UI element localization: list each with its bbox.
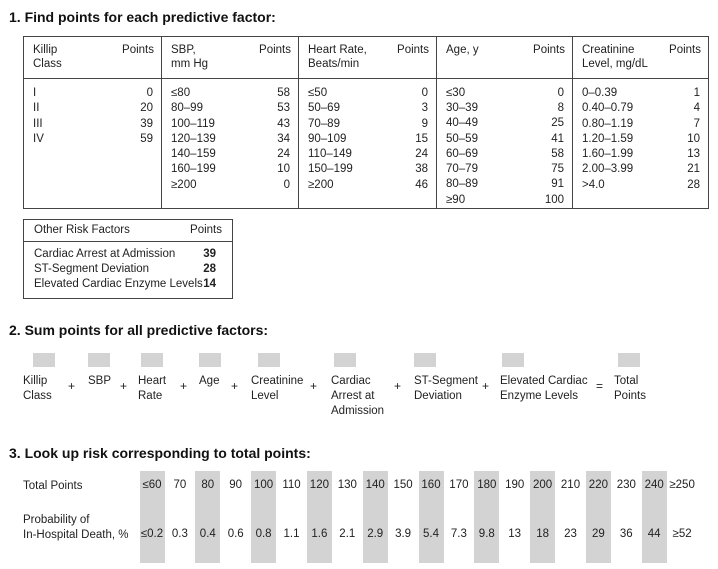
points-value: 28 [687, 178, 700, 191]
points-value: 0 [146, 87, 153, 99]
points-value: 46 [415, 178, 428, 191]
table-row [171, 178, 290, 193]
table-row [446, 132, 564, 147]
probability-cell: 2.9 [367, 528, 384, 540]
probability-cell: 5.4 [423, 528, 439, 540]
table-row [582, 132, 700, 147]
range-value: 80–99 [171, 102, 203, 115]
range-value: ≥200 [171, 178, 197, 191]
probability-cell: 0.4 [199, 528, 216, 540]
range-value: 2.00–3.99 [582, 163, 634, 176]
plus-sign: + [180, 379, 188, 393]
risk-factor-name: Elevated Cardiac Enzyme Levels [34, 278, 203, 290]
total-points-cell: ≥250 [669, 479, 695, 491]
range-value: 150–199 [308, 163, 353, 176]
total-points-cell: 170 [449, 479, 469, 491]
table-row [33, 132, 153, 147]
sbp-table [162, 37, 299, 208]
probability-cell: 7.3 [450, 528, 467, 540]
table-row [308, 86, 428, 101]
points-value: 25 [551, 117, 564, 130]
range-value: 110–149 [308, 148, 352, 161]
plus-sign: + [120, 379, 128, 393]
range-value: 50–69 [308, 102, 340, 115]
blank-entry-box [618, 353, 640, 367]
table-row [171, 147, 290, 162]
probability-row-label: Probability of In-Hospital Death, % [23, 514, 129, 541]
table-row [582, 101, 700, 116]
total-points-cell: 240 [644, 479, 664, 491]
table-row [33, 86, 153, 101]
table-body [437, 79, 572, 208]
points-value: 15 [415, 132, 428, 145]
table-row [446, 177, 564, 192]
points-value: 39 [203, 248, 216, 260]
sum-item-label: ST-Segment Deviation [414, 375, 478, 402]
points-value: 43 [277, 117, 290, 130]
other-risk-factors-table [23, 219, 233, 299]
total-points-cell: 190 [505, 479, 525, 491]
other-risk-factors-label: Other Risk Factors [34, 224, 130, 236]
table-row [34, 247, 216, 262]
table-row [171, 132, 290, 147]
table-row [34, 262, 216, 277]
points-value: 21 [687, 163, 700, 176]
range-value: 1.20–1.59 [582, 132, 634, 145]
table-row [34, 277, 216, 292]
table-row [446, 86, 564, 101]
points-value: 75 [551, 163, 564, 176]
points-value: 91 [551, 178, 564, 191]
points-value: 41 [551, 132, 564, 145]
total-points-cell: 140 [365, 479, 385, 491]
points-value: 9 [421, 117, 428, 130]
predictive-factor-tables [23, 36, 709, 209]
probability-cell: 18 [536, 528, 549, 540]
probability-cell: 0.3 [171, 528, 188, 540]
total-points-cell: 90 [229, 479, 243, 491]
blank-entry-box [334, 353, 356, 367]
total-points-cell: 110 [282, 479, 301, 491]
total-points-cell: 130 [337, 479, 357, 491]
points-value: 38 [415, 163, 428, 176]
step1-heading: 1. Find points for each predictive factor: [9, 9, 276, 25]
probability-cell: 36 [619, 528, 633, 540]
total-points-row-label: Total Points [23, 480, 83, 492]
table-row [308, 147, 428, 162]
points-value: 24 [277, 148, 290, 161]
blank-entry-box [33, 353, 55, 367]
table-row [171, 162, 290, 177]
table-row [582, 86, 700, 101]
points-value: 20 [140, 102, 153, 115]
blank-entry-box [141, 353, 163, 367]
points-value: 58 [277, 87, 290, 99]
range-value: II [33, 102, 40, 115]
total-points-cell: 150 [393, 479, 413, 491]
killip-class-table [24, 37, 162, 208]
range-value: ≥200 [308, 178, 334, 191]
table-body [24, 79, 161, 147]
range-value: 140–159 [171, 148, 216, 161]
table-row [308, 101, 428, 116]
points-value: 8 [557, 101, 564, 114]
sum-item-label: Creatinine Level [251, 375, 304, 402]
table-body [573, 79, 708, 193]
sum-item-label: Age [199, 375, 220, 387]
plus-sign: + [394, 379, 402, 393]
table-row [308, 117, 428, 132]
total-points-cell: 200 [533, 479, 553, 491]
range-value: 40–49 [446, 117, 478, 130]
probability-cell: 2.1 [339, 528, 356, 540]
probability-cell: 0.6 [227, 528, 244, 540]
table-row [33, 117, 153, 132]
range-value: 100–119 [171, 117, 215, 130]
points-value: 0 [283, 178, 290, 191]
range-value: 160–199 [171, 163, 216, 176]
probability-cell: 13 [508, 528, 522, 540]
total-points-cell: 120 [309, 479, 329, 491]
probability-cell: 9.8 [478, 528, 495, 540]
points-value: 34 [277, 132, 290, 145]
factor-label: Age, y [446, 44, 479, 56]
range-value: 120–139 [171, 132, 216, 145]
blank-entry-box [502, 353, 524, 367]
step2-heading: 2. Sum points for all predictive factors: [9, 322, 269, 338]
total-points-cell: 80 [201, 479, 215, 491]
total-points-cell: 70 [173, 479, 187, 491]
blank-entry-box [199, 353, 221, 367]
table-row [308, 178, 428, 193]
probability-cell: 44 [647, 528, 661, 540]
sum-item-label: Cardiac Arrest at Admission [331, 375, 385, 417]
points-value: 0 [557, 86, 564, 99]
factor-label: Creatinine Level, mg/dL [582, 44, 648, 70]
table-row [308, 132, 428, 147]
total-points-cell: 210 [560, 479, 581, 491]
equals-sign: = [596, 379, 604, 393]
points-value: 4 [693, 102, 700, 115]
table-header [437, 37, 572, 79]
points-value: 7 [693, 117, 700, 130]
sum-item-label: SBP [88, 375, 112, 387]
total-points-cell: 180 [477, 479, 497, 491]
range-value: 60–69 [446, 147, 478, 160]
points-value: 10 [687, 132, 700, 145]
table-row [582, 117, 700, 132]
probability-cell: 23 [564, 528, 577, 540]
step3-heading: 3. Look up risk corresponding to total points: [9, 445, 311, 461]
table-row [582, 178, 700, 193]
range-value: 70–89 [308, 117, 340, 130]
points-value: 10 [277, 163, 290, 176]
factor-label: SBP, mm Hg [171, 44, 209, 70]
points-label: Points [397, 44, 429, 56]
sum-item-label: Killip Class [23, 375, 52, 402]
range-value: ≥90 [446, 193, 466, 206]
plus-sign: + [231, 379, 239, 393]
table-row [446, 147, 564, 162]
table-row [446, 101, 564, 116]
points-value: 28 [203, 263, 216, 275]
points-label: Points [122, 44, 154, 56]
total-points-cell: 230 [616, 479, 636, 491]
blank-entry-box [414, 353, 436, 367]
table-body [24, 242, 232, 292]
points-label: Points [259, 44, 291, 56]
table-header [24, 220, 232, 242]
table-row [582, 162, 700, 177]
probability-cell: ≤0.2 [140, 528, 164, 540]
probability-cell: 29 [591, 528, 605, 540]
table-row [33, 101, 153, 116]
probability-cell: ≥52 [672, 528, 692, 540]
total-points-cell: 160 [421, 479, 441, 491]
range-value: 50–59 [446, 132, 478, 145]
range-value: 0.40–0.79 [582, 102, 634, 115]
points-value: 53 [277, 102, 290, 115]
sum-item-label: Elevated Cardiac Enzyme Levels [500, 375, 588, 402]
total-points-cell: 100 [254, 479, 274, 491]
range-value: IV [33, 132, 44, 145]
heart-rate-table [299, 37, 437, 208]
range-value: I [33, 87, 37, 99]
range-value: 70–79 [446, 163, 478, 176]
table-header [573, 37, 708, 79]
range-value: >4.0 [582, 178, 605, 191]
table-body [162, 79, 298, 193]
probability-cell: 0.8 [255, 528, 272, 540]
table-row [446, 193, 564, 208]
plus-sign: + [310, 379, 318, 393]
points-value: 1 [693, 87, 700, 99]
range-value: 0.80–1.19 [582, 117, 634, 130]
risk-factor-name: ST-Segment Deviation [34, 263, 150, 275]
points-value: 59 [140, 132, 153, 145]
points-label: Points [669, 44, 701, 56]
probability-cell: 3.9 [395, 528, 412, 540]
plus-sign: + [482, 379, 490, 393]
total-points-cell: 220 [588, 479, 608, 491]
points-value: 3 [421, 102, 428, 115]
points-label: Points [190, 224, 222, 236]
range-value: 1.60–1.99 [582, 148, 634, 161]
range-value: 30–39 [446, 101, 478, 114]
points-label: Points [533, 44, 565, 56]
table-row [308, 162, 428, 177]
range-value: 80–89 [446, 178, 478, 191]
sum-item-label: Total Points [614, 375, 646, 402]
points-value: 24 [415, 148, 428, 161]
range-value: 90–109 [308, 132, 347, 145]
plus-sign: + [68, 379, 76, 393]
points-value: 13 [687, 148, 700, 161]
range-value: 0–0.39 [582, 87, 618, 99]
points-value: 100 [544, 193, 564, 206]
factor-label: Killip Class [33, 44, 62, 70]
table-row [446, 162, 564, 177]
table-row [582, 147, 700, 162]
points-value: 14 [203, 278, 216, 290]
range-value: III [33, 117, 43, 130]
points-value: 39 [140, 117, 153, 130]
probability-cell: 1.6 [311, 528, 328, 540]
table-row [171, 86, 290, 101]
age-table [437, 37, 573, 208]
table-header [24, 37, 161, 79]
probability-cell: 1.1 [283, 528, 300, 540]
creatinine-table [573, 37, 708, 208]
blank-entry-box [88, 353, 110, 367]
total-points-cell: ≤60 [142, 479, 162, 491]
risk-factor-name: Cardiac Arrest at Admission [34, 248, 176, 260]
table-body [299, 79, 436, 193]
points-value: 58 [551, 147, 564, 160]
table-row [446, 116, 564, 131]
blank-entry-box [258, 353, 280, 367]
sum-item-label: Heart Rate [138, 375, 167, 402]
table-header [299, 37, 436, 79]
table-row [171, 101, 290, 116]
range-value: ≤50 [308, 87, 328, 99]
points-value: 0 [421, 87, 428, 99]
factor-label: Heart Rate, Beats/min [308, 44, 367, 70]
table-row [171, 117, 290, 132]
table-header [162, 37, 298, 79]
range-value: ≤30 [446, 86, 466, 99]
range-value: ≤80 [171, 87, 191, 99]
